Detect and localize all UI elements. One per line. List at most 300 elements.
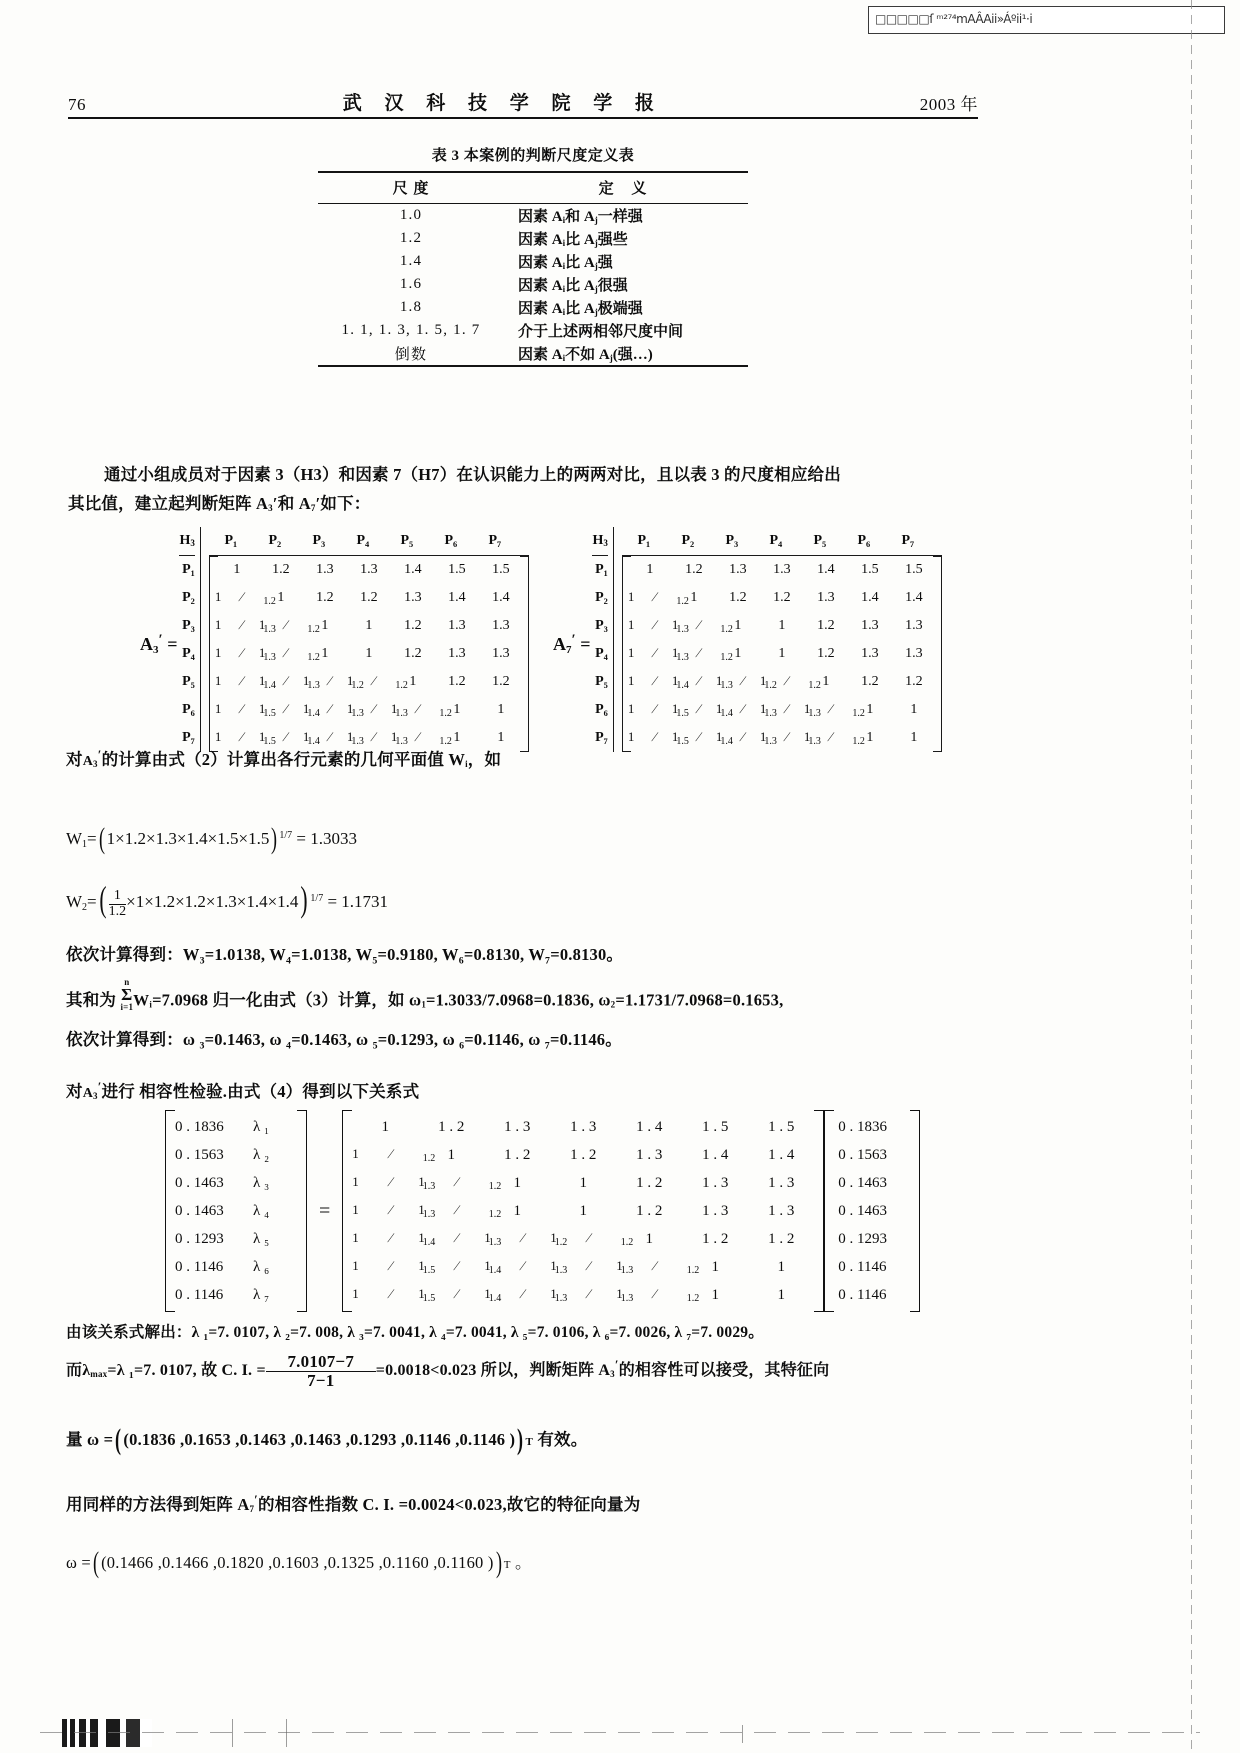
frac-slash: / <box>369 672 380 688</box>
def-sub-j: j <box>594 238 598 248</box>
eigenvector-value: 0 . 1463 <box>175 1203 224 1219</box>
relation-matrix-cell: 1 . 2 <box>570 1146 597 1163</box>
sequence-line-w: 依次计算得到：W₃=1.0138, W₄=1.0138, W₅=0.9180, W₆=0.8130, W₇=0.8130。 <box>66 945 624 964</box>
matrix-cell: 1 <box>277 590 285 605</box>
matrix-ref-letter: A <box>82 754 94 769</box>
frac-numerator: 1 <box>418 1174 425 1189</box>
matrix-row-header: P₄ <box>182 646 195 661</box>
relation-matrix-cell: 1 . 3 <box>702 1202 729 1219</box>
reciprocal-fraction <box>214 700 276 719</box>
frac-slash: / <box>281 616 292 632</box>
relation-matrix-cell: 1 <box>777 1258 786 1275</box>
matrix-A3-grid <box>201 527 529 752</box>
right-eigenvector-row <box>832 1281 912 1309</box>
reciprocal-fraction <box>352 1258 436 1276</box>
relation-matrix-cell <box>418 1202 502 1220</box>
frac-numerator: 1 <box>258 728 266 744</box>
right-eigenvector-row <box>832 1253 912 1281</box>
relation-matrix-cell: 1 <box>513 1202 522 1219</box>
matrix-row <box>215 668 523 696</box>
frac-slash: / <box>385 1286 396 1301</box>
table-row <box>318 273 748 296</box>
eigenvector-value: 0 . 1293 <box>838 1230 888 1247</box>
reciprocal-fraction <box>671 644 733 663</box>
relation-matrix-row <box>352 1141 814 1169</box>
matrix-cell: 1.3 <box>905 646 923 661</box>
def-sub-j: j <box>609 353 613 363</box>
matrix-cell <box>346 672 408 691</box>
lambda-label: λ ₅ <box>253 1231 270 1247</box>
relation-matrix-cell: 1 . 2 <box>438 1118 465 1135</box>
frac-slash: / <box>385 1258 396 1273</box>
table3-definition <box>504 342 748 366</box>
page-number: 76 <box>68 95 86 114</box>
matrix-cell: 1.2 <box>685 562 703 577</box>
relation-matrix-cell: 1 . 2 <box>504 1146 531 1163</box>
def-sub-j: j <box>594 284 598 294</box>
matrix-row-header: P₅ <box>182 674 195 689</box>
matrix-col-header: P₁ <box>224 533 238 548</box>
matrix-cell: 1 <box>822 674 830 689</box>
frac-slash: / <box>826 728 837 744</box>
frac-denominator: 1.2 <box>395 679 408 691</box>
frac-denominator: 1.3 <box>554 1265 568 1276</box>
frac-numerator: 1 <box>418 1258 425 1273</box>
frac-denominator: 1.5 <box>263 707 276 719</box>
relation-matrix-cell: 1 . 2 <box>768 1230 795 1247</box>
frac-slash: / <box>281 672 292 688</box>
matrix-cell: 1 <box>910 730 918 745</box>
matrix-cell: 1.2 <box>773 590 791 605</box>
frac-denominator: 1.3 <box>351 707 364 719</box>
matrix-cell <box>346 700 408 719</box>
sum-upper-limit: n <box>124 977 130 987</box>
frac-numerator: 1 <box>627 672 635 688</box>
matrix-cell: 1 <box>321 646 329 661</box>
a7-consistency-line <box>66 1485 640 1524</box>
equals-sign: = <box>319 1199 331 1222</box>
matrix-cell: 1 <box>866 702 874 717</box>
frac-slash: / <box>782 672 793 688</box>
matrix-cell: 1 <box>866 730 874 745</box>
frac-slash: / <box>451 1286 462 1301</box>
matrix-cell <box>214 644 276 663</box>
matrix-cell: 1.3 <box>492 618 510 633</box>
formula-w1 <box>66 822 357 856</box>
frac-slash: / <box>385 1230 396 1245</box>
matrix-row <box>628 612 936 640</box>
matrix-cell: 1 <box>453 702 461 717</box>
frac-numerator: 1 <box>550 1258 557 1273</box>
relation-matrix-cell: 1 . 3 <box>768 1202 795 1219</box>
formula-w2-lhs-sub: 2 <box>82 902 88 913</box>
relation-matrix-row <box>352 1169 814 1197</box>
reciprocal-fraction <box>627 728 689 747</box>
frac-denominator: 1.3 <box>808 735 821 747</box>
frac-denominator: 1.3 <box>676 623 689 635</box>
matrix-A3-label: A3′ = <box>140 631 178 656</box>
frac-slash: / <box>281 728 292 744</box>
sigma-glyph: Σ <box>121 985 133 1005</box>
def-prefix: 因素 A <box>518 347 563 363</box>
formula-w1-result: = 1.3033 <box>296 829 357 848</box>
right-eigenvector-row <box>832 1197 912 1225</box>
matrix-col-header: P₂ <box>681 533 695 548</box>
frac-denominator: 1.3 <box>422 1209 436 1220</box>
matrix-cell <box>759 672 821 691</box>
matrix-cell: 1.2 <box>404 646 422 661</box>
frac-denominator: 1.3 <box>263 651 276 663</box>
frac-slash: / <box>650 616 661 632</box>
matrix-A7-grid <box>614 527 942 752</box>
lambda-max-sub: max <box>90 1369 108 1379</box>
vec-values: (0.1836 ,0.1653 ,0.1463 ,0.1463 ,0.1293 ,0.1146 ,0.1146 ) <box>123 1430 516 1449</box>
frac-slash: / <box>237 616 248 632</box>
frac-denominator: 1.3 <box>764 735 777 747</box>
ci-text-d: 的相容性可以接受，其特征向 <box>618 1362 830 1379</box>
vec-text-a: 量 ω = <box>66 1430 114 1449</box>
reciprocal-fraction <box>715 700 777 719</box>
omega-values-line: 依次计算得到：ω ₃=0.1463, ω ₄=0.1463, ω ₅=0.1293, ω ₆=0.1146, ω ₇=0.1146。 <box>66 1030 622 1049</box>
table-row <box>318 204 748 228</box>
matrix-cell: 1.4 <box>861 590 879 605</box>
matrix-cell <box>671 644 733 663</box>
frac-slash: / <box>451 1202 462 1217</box>
frac-numerator: 1 <box>484 1258 491 1273</box>
relation-matrix-cell <box>418 1286 502 1304</box>
matrix-cell: 1.2 <box>360 590 378 605</box>
matrix-cell: 1.3 <box>492 646 510 661</box>
matrix-cell: 1.3 <box>360 562 378 577</box>
reciprocal-fraction <box>258 672 320 691</box>
frac-numerator: 1 <box>346 700 354 716</box>
relation-matrix-cell: 1 . 3 <box>768 1174 795 1191</box>
matrix-cell <box>671 616 733 635</box>
frac-numerator: 1 <box>258 672 266 688</box>
matrix-row-header: P₆ <box>182 702 195 717</box>
consist-text-a: 对 <box>66 1082 83 1101</box>
table3-col-scale: 尺 度 <box>318 172 504 204</box>
matrix-cell <box>715 728 777 747</box>
frac-slash: / <box>517 1258 528 1273</box>
reciprocal-fraction <box>550 1230 634 1248</box>
eigenvector-value: 0 . 1563 <box>175 1147 224 1163</box>
matrix-corner-cell: $H_3$ <box>592 527 607 556</box>
frac-denominator: 1.2 <box>422 1153 436 1164</box>
frac-slash: / <box>738 728 749 744</box>
relation-matrix-cell <box>550 1258 634 1276</box>
relation-matrix-cell <box>418 1230 502 1248</box>
relation-matrix-cell <box>616 1258 700 1276</box>
ci-matrix-sub: 3 <box>610 1369 615 1379</box>
reciprocal-fraction <box>627 700 689 719</box>
ci-text-b: =λ ₁=7. 0107, 故 C. I. = <box>107 1362 266 1379</box>
sum-lower-limit: i=1 <box>120 1001 134 1012</box>
right-eigenvector-row <box>832 1169 912 1197</box>
frac-numerator: 1 <box>390 728 398 744</box>
scan-artifact-tick <box>286 1719 287 1747</box>
matrix-cell: 1.4 <box>492 590 510 605</box>
matrix-row <box>215 556 523 584</box>
matrix-row-header: P₁ <box>595 562 608 577</box>
reciprocal-fraction <box>803 700 865 719</box>
frac-numerator: 1 <box>352 1258 359 1273</box>
relation-matrix-row <box>352 1197 814 1225</box>
after-matrix-text-c: ，如 <box>467 750 502 769</box>
eigenvector-value: 0 . 1836 <box>838 1118 888 1135</box>
matrix-row <box>215 640 523 668</box>
table3-definition <box>504 296 748 319</box>
def-mid: 比 A <box>565 232 595 248</box>
reciprocal-fraction <box>418 1286 502 1304</box>
a7-sub: 7 <box>249 1504 255 1514</box>
table3-header-row <box>318 172 748 204</box>
frac-slash: / <box>369 700 380 716</box>
paren-open: ( <box>99 879 107 919</box>
relation-matrix-cell: 1 . 4 <box>702 1146 729 1163</box>
reciprocal-fraction <box>352 1174 436 1192</box>
frac-slash: / <box>649 1286 660 1301</box>
frac-denominator: 1.2 <box>686 1265 700 1276</box>
matrix-row <box>628 724 936 752</box>
matrix-row-header: P₇ <box>182 730 195 745</box>
def-prefix: 介于上述两相邻尺度中间 <box>518 324 684 340</box>
relation-matrix-row <box>352 1253 814 1281</box>
matrix-cell <box>627 644 689 663</box>
intro-text-c: 如下： <box>320 494 371 513</box>
frac-numerator: 1 <box>671 700 679 716</box>
matrix-label-sub: 3 <box>153 643 159 656</box>
intro-sub-7: 7 <box>310 503 316 513</box>
relation-matrix-cell: 1 <box>711 1258 720 1275</box>
matrix-A7-label: A7′ = <box>553 631 591 656</box>
ci-text-a: 而λ <box>66 1362 91 1379</box>
frac-denominator: 1.2 <box>307 651 320 663</box>
matrix-cell: 1.5 <box>448 562 466 577</box>
ci-text-c: =0.0018<0.023 所以，判断矩阵 A <box>375 1362 611 1379</box>
matrix-A3-cells <box>209 556 529 752</box>
frac-denominator: 1.2 <box>439 707 452 719</box>
def-sub-j: j <box>594 215 598 225</box>
matrix-cell: 1.3 <box>861 618 879 633</box>
matrix-col-header: P₆ <box>444 533 458 548</box>
sum-text-d: =1.1731/7.0968=0.1653, <box>615 990 784 1010</box>
relation-matrix-row <box>352 1225 814 1253</box>
matrix-cell: 1.2 <box>817 618 835 633</box>
matrix-col-header: P₆ <box>857 533 871 548</box>
ci-numerator: 7.0107−7 <box>287 1351 355 1371</box>
transpose-superscript: T <box>503 1559 511 1571</box>
relation-matrix-cell: 1 . 5 <box>768 1118 795 1135</box>
matrix-A3-row-headers <box>179 527 200 752</box>
def-sub-i: i <box>562 284 566 294</box>
frac-denominator: 1.2 <box>686 1293 700 1304</box>
matrix-cell <box>214 700 276 719</box>
matrix-cell <box>803 700 865 719</box>
frac-denominator: 1.2 <box>351 679 364 691</box>
matrix-cell: 1 <box>690 590 698 605</box>
relation-matrix-cell: 1 <box>711 1286 720 1303</box>
header-divider <box>68 117 978 119</box>
scan-artifact-tick <box>232 1719 233 1747</box>
table3-scale-value: 倒数 <box>318 342 504 366</box>
reciprocal-fraction <box>258 700 320 719</box>
def-prefix: 因素 A <box>518 255 563 271</box>
matrix-cell: 1 <box>646 562 654 577</box>
frac-numerator: 1 <box>258 700 266 716</box>
paren-open: ( <box>92 1546 100 1579</box>
relation-matrix-cell <box>550 1286 634 1304</box>
frac-denominator: 1.2 <box>720 623 733 635</box>
table-row <box>318 319 748 342</box>
frac-numerator: 1 <box>214 588 222 604</box>
frac-slash: / <box>517 1286 528 1301</box>
matrix-label-letter: A <box>140 633 153 654</box>
ci-fraction <box>266 1353 376 1390</box>
eigenvector-value: 0 . 1146 <box>838 1286 887 1303</box>
eigenvector-row <box>175 1197 297 1225</box>
eigenvector-row <box>175 1281 297 1309</box>
def-sub-i: i <box>562 215 566 225</box>
reciprocal-fraction <box>418 1202 502 1220</box>
matrix-row <box>628 696 936 724</box>
relation-matrix-cell <box>352 1258 436 1276</box>
reciprocal-fraction <box>715 672 777 691</box>
frac-slash: / <box>451 1230 462 1245</box>
matrix-cell: 1.3 <box>404 590 422 605</box>
matrix-row-header: P₃ <box>182 618 195 633</box>
matrix-cell <box>671 672 733 691</box>
def-sub-i: i <box>562 261 566 271</box>
matrix-cell: 1.4 <box>905 590 923 605</box>
frac-denominator: 1.3 <box>307 679 320 691</box>
relation-matrix-cell <box>352 1174 436 1192</box>
matrix-row <box>628 640 936 668</box>
lambda-label: λ ₂ <box>253 1147 270 1163</box>
matrix-cell: 1 <box>778 618 786 633</box>
frac-slash: / <box>413 700 424 716</box>
matrix-cell: 1 <box>453 730 461 745</box>
frac-denominator: 1.5 <box>676 707 689 719</box>
def-suffix: 很强 <box>597 278 628 294</box>
formula-w1-inner: 1×1.2×1.3×1.4×1.5×1.5 <box>106 829 270 848</box>
prime-mark: ′ <box>254 1492 259 1507</box>
table3-caption: 表 3 本案例的判断尺度定义表 <box>431 148 635 164</box>
frac-numerator: 1 <box>550 1286 557 1301</box>
matrix-col-header: P₂ <box>268 533 282 548</box>
relation-matrix-cell: 1 <box>579 1174 588 1191</box>
frac-numerator: 1 <box>302 728 310 744</box>
right-eigenvector <box>824 1110 920 1312</box>
formula-w2-lhs: W <box>66 892 83 911</box>
frac-denominator: 1.5 <box>263 735 276 747</box>
reciprocal-fraction <box>214 644 276 663</box>
formula-w1-lhs-sub: 1 <box>82 839 88 850</box>
reciprocal-fraction <box>258 616 320 635</box>
frac-slash: / <box>237 644 248 660</box>
frac-numerator: 1 <box>715 700 723 716</box>
frac-numerator: 1 <box>418 1230 425 1245</box>
matrix-cell: 1.2 <box>492 674 510 689</box>
matrix-label-letter: A <box>553 633 566 654</box>
matrix-cell: 1.2 <box>316 590 334 605</box>
frac-numerator: 1 <box>616 1258 623 1273</box>
matrix-label-prime: ′ <box>571 631 576 648</box>
sum-text-b: =7.0968 归一化由式（3）计算，如 ω <box>152 990 422 1010</box>
frac-slash: / <box>650 588 661 604</box>
table3-scale-value: 1.6 <box>399 276 423 292</box>
reciprocal-fraction <box>214 616 276 635</box>
frac-denominator: 1.2 <box>554 1237 568 1248</box>
frac-denominator: 1.5 <box>676 735 689 747</box>
eigenvector-row <box>175 1169 297 1197</box>
relation-matrix-cell: 1 <box>579 1202 588 1219</box>
table3-definition <box>504 273 748 296</box>
sum-variable: W <box>133 992 150 1010</box>
frac-denominator: 1.2 <box>108 903 127 919</box>
frac-denominator: 1.4 <box>263 679 276 691</box>
matrix-cell: 1 <box>409 674 417 689</box>
frac-slash: / <box>694 672 705 688</box>
frac-numerator: 1 <box>352 1146 359 1161</box>
frac-denominator: 1.2 <box>852 707 865 719</box>
def-suffix: 强 <box>597 255 613 271</box>
eigenvector-value: 0 . 1146 <box>838 1258 887 1275</box>
matrix-cell: 1.3 <box>729 562 747 577</box>
table3-scale-value: 1.8 <box>399 299 423 315</box>
frac-slash: / <box>517 1230 528 1245</box>
a7-text-b: 的相容性指数 C. I. =0.0024<0.023,故它的特征向量为 <box>258 1495 641 1514</box>
matrix-row-header: P₂ <box>595 590 608 605</box>
frac-numerator: 1 <box>214 672 222 688</box>
frac-numerator: 1 <box>715 672 723 688</box>
matrix-col-header: P₅ <box>400 533 414 548</box>
transpose-superscript: T <box>525 1436 533 1448</box>
table3-definition <box>504 319 748 342</box>
matrix-cell: 1.2 <box>729 590 747 605</box>
frac-slash: / <box>694 700 705 716</box>
table3-body <box>318 204 748 367</box>
lambda-solution-line: 由该关系式解出：λ ₁=7. 0107, λ ₂=7. 008, λ ₃=7. 0041, λ ₄=7. 0041, λ ₅=7. 0106, λ ₆=7. 0026, λ ₇=7. 0029。 <box>66 1324 764 1341</box>
frac-numerator: 1 <box>759 672 767 688</box>
matrix-A7-cells <box>622 556 942 752</box>
matrix-cell: 1.3 <box>817 590 835 605</box>
relation-matrix-cell: 1 <box>381 1118 390 1135</box>
def-mid: 比 A <box>565 278 595 294</box>
prime-mark: ′ <box>614 1357 619 1372</box>
frac-numerator: 1 <box>346 728 354 744</box>
formula-w2-result: = 1.1731 <box>327 892 389 911</box>
scan-artifact-top-box <box>868 6 1225 34</box>
page-header <box>68 88 978 115</box>
frac-denominator: 1.3 <box>808 707 821 719</box>
relation-matrix-cell: 1 <box>447 1146 456 1163</box>
frac-numerator: 1 <box>113 887 121 903</box>
reciprocal-fraction <box>671 672 733 691</box>
frac-numerator: 1 <box>352 1202 359 1217</box>
table3-scale-value: 1.2 <box>399 230 423 246</box>
frac-denominator: 1.2 <box>263 595 276 607</box>
reciprocal-fraction <box>418 1258 502 1276</box>
relation-matrix-row <box>352 1113 814 1141</box>
frac-slash: / <box>237 728 248 744</box>
matrix-cell <box>214 588 276 607</box>
right-eigenvector-row <box>832 1113 912 1141</box>
table3-definition <box>504 204 748 228</box>
frac-denominator: 1.3 <box>263 623 276 635</box>
relation-matrix-cell: 1 . 5 <box>702 1118 729 1135</box>
formula-w2-fraction <box>109 889 127 919</box>
